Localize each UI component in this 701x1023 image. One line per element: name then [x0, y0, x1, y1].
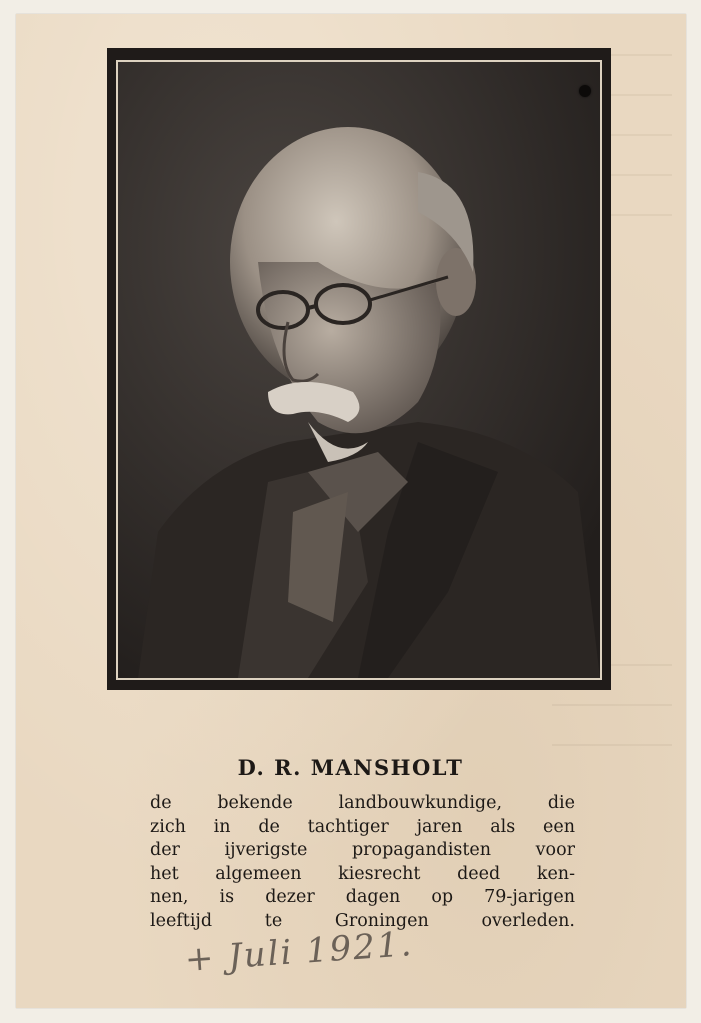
- caption-line: de bekende landbouwkundige, die: [150, 793, 575, 813]
- portrait-photo: [116, 60, 602, 680]
- caption-line: leeftijd te Groningen overleden.: [150, 910, 575, 931]
- caption-title: D. R. MANSHOLT: [237, 755, 464, 780]
- portrait-photo-frame: [107, 48, 611, 690]
- show-through-line: [552, 704, 672, 706]
- handwritten-date-annotation: + Juli 1921.: [183, 924, 415, 980]
- caption-line: het algemeen kiesrecht deed ken-: [150, 863, 575, 884]
- portrait-illustration: [118, 62, 600, 678]
- show-through-line: [552, 744, 672, 746]
- caption-body: [150, 792, 575, 934]
- caption-line: zich in de tachtiger jaren als een: [150, 816, 575, 837]
- caption-line: nen, is dezer dagen op 79-jarigen: [150, 887, 575, 908]
- pin-hole: [579, 85, 591, 97]
- caption-line: der ijverigste propagandisten voor: [150, 840, 575, 861]
